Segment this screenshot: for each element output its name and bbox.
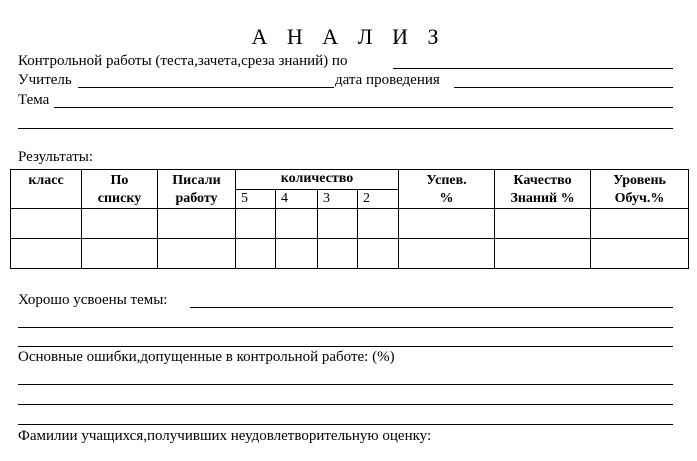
table-cell[interactable] <box>276 239 318 269</box>
col-class: класс <box>11 170 82 209</box>
col-success: Успев. % <box>399 170 495 209</box>
document-title: А Н А Л И З <box>251 24 446 49</box>
grade-3: 3 <box>318 189 358 209</box>
table-row <box>11 239 689 269</box>
table-cell[interactable] <box>495 209 591 239</box>
main-errors-line-1[interactable] <box>18 384 673 385</box>
grade-5: 5 <box>236 189 276 209</box>
table-cell[interactable] <box>158 239 236 269</box>
table-cell[interactable] <box>82 239 158 269</box>
main-errors-label: Основные ошибки,допущенные в контрольной работе: (%) <box>18 349 395 365</box>
well-learned-label: Хорошо усвоены темы: <box>18 292 168 308</box>
col-wrote: Писали работу <box>158 170 236 209</box>
table-cell[interactable] <box>358 209 399 239</box>
topic-field-line-2[interactable] <box>18 128 673 129</box>
table-cell[interactable] <box>236 209 276 239</box>
date-label: дата проведения <box>335 72 440 88</box>
col-level: Уровень Обуч.% <box>591 170 689 209</box>
table-cell[interactable] <box>82 209 158 239</box>
well-learned-line-3[interactable] <box>18 346 673 347</box>
grade-2: 2 <box>358 189 399 209</box>
table-cell[interactable] <box>591 209 689 239</box>
main-errors-line-3[interactable] <box>18 424 673 425</box>
teacher-field-line[interactable] <box>78 87 334 88</box>
col-by-list: По списку <box>82 170 158 209</box>
well-learned-line[interactable] <box>190 307 673 308</box>
table-cell[interactable] <box>591 239 689 269</box>
table-cell[interactable] <box>358 239 399 269</box>
results-label: Результаты: <box>18 149 93 165</box>
well-learned-line-2[interactable] <box>18 327 673 328</box>
table-cell[interactable] <box>276 209 318 239</box>
teacher-label: Учитель <box>18 72 72 88</box>
topic-field-line[interactable] <box>54 107 673 108</box>
col-quality: Качество Знаний % <box>495 170 591 209</box>
subject-field-line[interactable] <box>393 68 673 69</box>
students-unsatisfactory-label: Фамилии учащихся,получивших неудовлетворительную оценку: <box>18 428 432 444</box>
table-cell[interactable] <box>318 209 358 239</box>
table-cell[interactable] <box>318 239 358 269</box>
grade-4: 4 <box>276 189 318 209</box>
control-work-label: Контрольной работы (теста,зачета,среза знаний) по <box>18 53 348 69</box>
table-cell[interactable] <box>495 239 591 269</box>
table-cell[interactable] <box>11 239 82 269</box>
table-cell[interactable] <box>399 239 495 269</box>
table-cell[interactable] <box>236 239 276 269</box>
date-field-line[interactable] <box>454 87 673 88</box>
table-row <box>11 209 689 239</box>
table-cell[interactable] <box>158 209 236 239</box>
results-table <box>10 169 689 269</box>
main-errors-line-2[interactable] <box>18 404 673 405</box>
topic-label: Тема <box>18 92 50 108</box>
col-quantity: количество <box>236 170 399 190</box>
table-cell[interactable] <box>399 209 495 239</box>
table-cell[interactable] <box>11 209 82 239</box>
